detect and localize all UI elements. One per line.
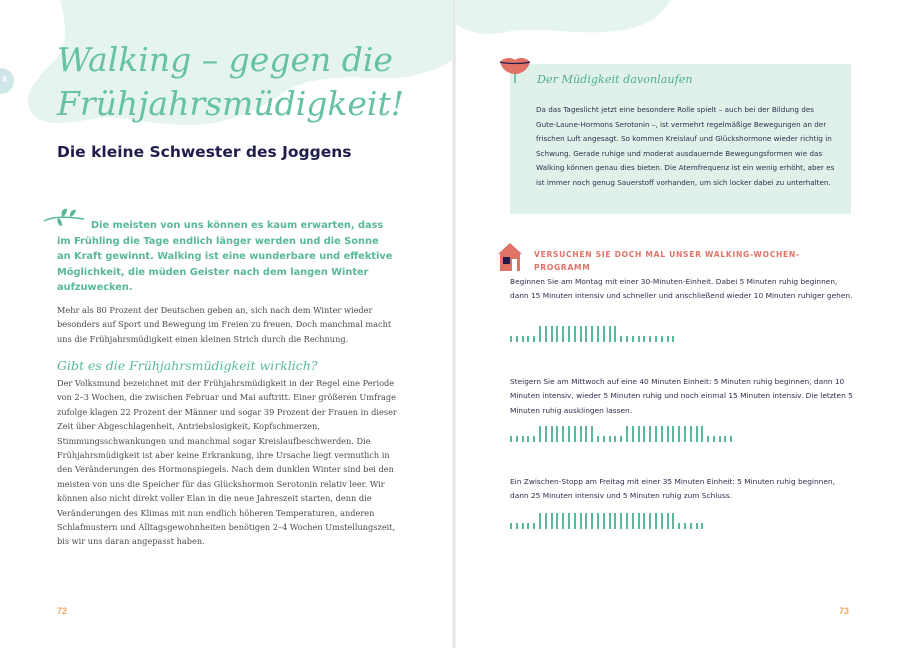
intensive-minute-bar [568, 326, 570, 342]
calm-minute-bar [510, 336, 512, 342]
intensive-minute-bar [655, 426, 657, 442]
intensive-minute-bar [638, 513, 640, 529]
intensive-minute-bar [649, 426, 651, 442]
intensive-minute-bar [614, 513, 616, 529]
intensive-minute-bar [655, 513, 657, 529]
intensive-minute-bar [632, 513, 634, 529]
calm-minute-bar [632, 336, 634, 342]
calm-minute-bar [516, 523, 518, 529]
info-box-title: Der Müdigkeit davonlaufen [537, 73, 693, 86]
page-title: Walking – gegen die Frühjahrsmüdigkeit! [57, 40, 404, 123]
intensive-minute-bar [632, 426, 634, 442]
section-heading: Gibt es die Frühjahrsmüdigkeit wirklich? [57, 358, 318, 373]
calm-minute-bar [527, 436, 529, 442]
intensive-minute-bar [562, 326, 564, 342]
intensive-minute-bar [672, 513, 674, 529]
intensive-minute-bar [551, 513, 553, 529]
intensive-minute-bar [574, 513, 576, 529]
intensive-minute-bar [638, 426, 640, 442]
intensive-minute-bar [585, 326, 587, 342]
intensive-minute-bar [562, 513, 564, 529]
intensive-minute-bar [568, 426, 570, 442]
calm-minute-bar [510, 436, 512, 442]
calm-minute-bar [638, 336, 640, 342]
intensive-minute-bar [585, 513, 587, 529]
calm-minute-bar [643, 336, 645, 342]
calm-minute-bar [603, 436, 605, 442]
intensive-minute-bar [545, 426, 547, 442]
intensive-minute-bar [667, 426, 669, 442]
calm-minute-bar [609, 436, 611, 442]
calm-minute-bar [626, 336, 628, 342]
lead-paragraph: Die meisten von uns können es kaum erwarten, dass im Frühling die Tage endlich länger werden und die Sonne an Kraft gewinnt. Walking ist eine wunderbare und effektive Möglichkeit, die müden Geister nach dem langen Winter aufzuwecken. [57, 220, 393, 293]
calm-minute-bar [672, 336, 674, 342]
intensive-minute-bar [580, 326, 582, 342]
calm-minute-bar [713, 436, 715, 442]
calm-minute-bar [684, 523, 686, 529]
info-box-text: Da das Tageslicht jetzt eine besondere Rolle spielt – auch bei der Bildung des Gute-Laune-Hormons Serotonin –, ist vermehrt regelmäßige Bewegungen an der frischen Luft angesagt. So kommen Kreislauf und Glückshormone wieder richtig in Schwung. Gerade ruhige und moderat ausdauernde Bewegungsformen wie das Walking können genau dies bieten. Die Atemfrequenz ist ein wenig erhöht, aber es ist immer noch genug Sauerstoff vorhanden, um sich locker dabei zu unterhalten. [536, 105, 835, 187]
intensive-minute-bar [574, 426, 576, 442]
calm-minute-bar [516, 336, 518, 342]
calm-minute-bar [690, 523, 692, 529]
calm-minute-bar [533, 336, 535, 342]
session-wednesday-text: Steigern Sie am Mittwoch auf eine 40 Minuten Einheit: 5 Minuten ruhig beginnen, dann 10 Minuten intensiv, wieder 5 Minuten ruhig und noch einmal 15 Minuten intensiv. Die letzten 5 Minuten ruhig ausklingen lassen. [510, 377, 853, 415]
session-friday-text: Ein Zwischen-Stopp am Freitag mit einer 35 Minuten Einheit: 5 Minuten ruhig beginnen, dann 25 Minuten intensiv und 5 Minuten ruhig zum Schluss. [510, 477, 835, 501]
intensive-minute-bar [539, 426, 541, 442]
intensive-minute-bar [672, 426, 674, 442]
left-page [0, 0, 452, 648]
intensive-minute-bar [562, 426, 564, 442]
intensive-minute-bar [545, 326, 547, 342]
intensive-minute-bar [585, 426, 587, 442]
intensive-minute-bar [591, 513, 593, 529]
intensive-minute-bar [626, 513, 628, 529]
flower-icon [497, 54, 533, 84]
intensive-minute-bar [545, 513, 547, 529]
intensive-minute-bar [574, 326, 576, 342]
intensive-minute-bar [609, 326, 611, 342]
calm-minute-bar [667, 336, 669, 342]
calm-minute-bar [597, 436, 599, 442]
page-number-left: 72 [57, 606, 68, 616]
header-blob-shape-right [456, 0, 907, 60]
intensive-minute-bar [661, 513, 663, 529]
intensive-minute-bar [580, 426, 582, 442]
intensive-minute-bar [649, 513, 651, 529]
session-friday-bars [510, 511, 703, 529]
intensive-minute-bar [556, 426, 558, 442]
program-title: VERSUCHEN SIE DOCH MAL UNSER WALKING-WOCHEN-PROGRAMM [534, 250, 800, 272]
calm-minute-bar [522, 436, 524, 442]
intensive-minute-bar [643, 513, 645, 529]
intensive-minute-bar [551, 326, 553, 342]
calm-minute-bar [701, 523, 703, 529]
intensive-minute-bar [556, 326, 558, 342]
calm-minute-bar [661, 336, 663, 342]
calm-minute-bar [724, 436, 726, 442]
calm-minute-bar [620, 436, 622, 442]
intensive-minute-bar [603, 326, 605, 342]
intensive-minute-bar [661, 426, 663, 442]
calm-minute-bar [522, 523, 524, 529]
session-monday-text: Beginnen Sie am Montag mit einer 30-Minuten-Einheit. Dabei 5 Minuten ruhig beginnen, dann 15 Minuten intensiv und schneller und anschließend wieder 10 Minuten ruhiger gehen. [510, 277, 853, 301]
calm-minute-bar [527, 523, 529, 529]
intensive-minute-bar [643, 426, 645, 442]
session-monday-bars [510, 324, 674, 342]
intensive-minute-bar [614, 326, 616, 342]
calm-minute-bar [522, 336, 524, 342]
section-paragraph: Der Volksmund bezeichnet mit der Frühjahrsmüdigkeit in der Regel eine Periode von 2–3 Wochen, die zwischen Februar und Mai auftritt. Einer größeren Umfrage zufolge klagen 22 Prozent der Männer und sogar 39 Prozent der Frauen in dieser Zeit über Abgeschlagenheit, Antriebslosigkeit, Kopfschmerzen, Stimmungsschwankungen und manchmal sogar Kreislaufbeschwerden. Die Frühjahrsmüdigkeit ist aber keine Erkrankung, ihre Ursache liegt vermutlich in den Veränderungen des Hormonspiegels. Nach dem dunklen Winter sind bei den meisten von uns die Speicher für das Glückshormon Serotonin relativ leer. Wir können also nicht direkt voller Elan in die neue Jahreszeit starten, denn die Veränderungen des Klimas mit nun endlich höheren Temperaturen, anderen Schlafmustern und Alltagsgewohnheiten benötigen 2–4 Wochen Umstellungszeit, bis wir uns daran angepasst haben. [57, 378, 397, 547]
calm-minute-bar [707, 436, 709, 442]
intensive-minute-bar [597, 326, 599, 342]
intensive-minute-bar [568, 513, 570, 529]
calm-minute-bar [533, 523, 535, 529]
session-wednesday-bars [510, 424, 732, 442]
calm-minute-bar [527, 336, 529, 342]
calm-minute-bar [719, 436, 721, 442]
calm-minute-bar [678, 523, 680, 529]
page-number-right: 73 [839, 606, 850, 616]
intensive-minute-bar [696, 426, 698, 442]
calm-minute-bar [620, 336, 622, 342]
intensive-minute-bar [620, 513, 622, 529]
calm-minute-bar [655, 336, 657, 342]
page-subtitle: Die kleine Schwester des Joggens [57, 143, 352, 161]
intensive-minute-bar [609, 513, 611, 529]
intro-paragraph: Mehr als 80 Prozent der Deutschen geben an, sich nach dem Winter wieder besonders auf Sport und Bewegung im Freien zu freuen. Doch manchmal macht uns die Frühjahrsmüdigkeit einen kleinen Strich durch die Rechnung. [57, 305, 392, 344]
intensive-minute-bar [597, 513, 599, 529]
intensive-minute-bar [556, 513, 558, 529]
calm-minute-bar [730, 436, 732, 442]
calm-minute-bar [533, 436, 535, 442]
intensive-minute-bar [603, 513, 605, 529]
calm-minute-bar [696, 523, 698, 529]
intensive-minute-bar [684, 426, 686, 442]
intensive-minute-bar [591, 326, 593, 342]
calm-minute-bar [516, 436, 518, 442]
intensive-minute-bar [539, 326, 541, 342]
calm-minute-bar [649, 336, 651, 342]
house-icon [497, 242, 523, 272]
intensive-minute-bar [591, 426, 593, 442]
intensive-minute-bar [678, 426, 680, 442]
intensive-minute-bar [667, 513, 669, 529]
intensive-minute-bar [701, 426, 703, 442]
calm-minute-bar [614, 436, 616, 442]
intensive-minute-bar [551, 426, 553, 442]
calm-minute-bar [510, 523, 512, 529]
right-page [456, 0, 907, 648]
intensive-minute-bar [690, 426, 692, 442]
chapter-tab-label: 8 [2, 75, 7, 84]
intensive-minute-bar [539, 513, 541, 529]
intensive-minute-bar [580, 513, 582, 529]
intensive-minute-bar [626, 426, 628, 442]
